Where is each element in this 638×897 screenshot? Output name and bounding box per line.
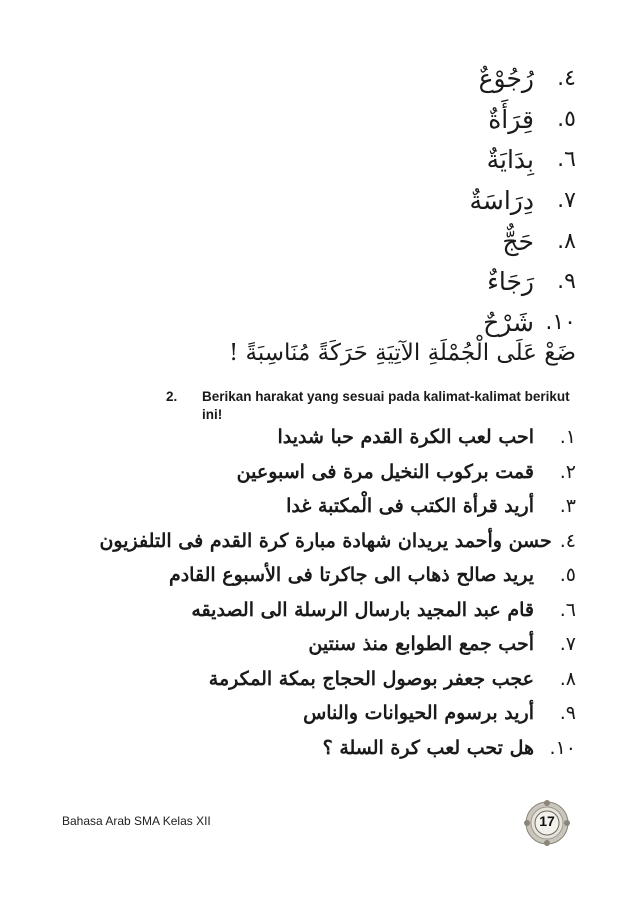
sentence-number: ١٠.: [549, 736, 576, 759]
sentence-number: ٩.: [559, 702, 576, 725]
item-number: ٧.: [557, 187, 576, 213]
arabic-word: قِرَأَةٌ: [488, 104, 534, 134]
sentence-item: [99, 524, 576, 559]
sentence-text: عجب جعفر بوصول الحجاج بمكة المكرمة: [208, 667, 534, 690]
sentence-text: أحب جمع الطوابع منذ سنتين: [308, 633, 534, 656]
sentence-number: ٤.: [559, 529, 576, 552]
arabic-word: حَجٌّ: [502, 226, 534, 256]
sentence-text: حسن وأحمد يريدان شهادة مبارة كرة القدم فى التلفزيون: [99, 529, 552, 552]
sentence-number: ١.: [559, 426, 576, 449]
sentence-text: هل تحب لعب كرة السلة ؟: [322, 736, 534, 759]
word-list: [376, 58, 576, 343]
list-item: [376, 58, 576, 99]
arabic-instruction: ضَعْ عَلَى الْجُمْلَةِ الآتِيَةِ حَرَكَةً مُنَاسِبَةً !: [228, 340, 576, 366]
list-item: [376, 221, 576, 262]
page-number: 17: [539, 813, 555, 829]
arabic-word: شَرْحٌ: [483, 307, 534, 337]
sentence-number: ٧.: [559, 633, 576, 656]
list-item: [376, 302, 576, 343]
sentence-item: [116, 662, 576, 697]
item-number: ٦.: [557, 147, 576, 173]
item-number: ١٠.: [545, 309, 576, 335]
arabic-word: رُجُوْعٌ: [478, 63, 534, 93]
instruction-text: Berikan harakat yang sesuai pada kalimat-kalimat berikut ini!: [202, 389, 570, 422]
sentence-item: [116, 696, 576, 731]
sentence-item: [116, 558, 576, 593]
sentence-text: يريد صالح ذهاب الى جاكرتا فى الأسبوع القادم: [168, 564, 534, 587]
list-item: [376, 180, 576, 221]
list-item: [376, 139, 576, 180]
sentence-item: [116, 489, 576, 524]
sentence-item: [116, 627, 576, 662]
item-number: ٥.: [557, 106, 576, 132]
sentence-text: أريد قرأة الكتب فى الْمكتبة غدا: [286, 495, 534, 518]
exercise-number: 2.: [166, 389, 178, 404]
sentence-text: أريد برسوم الحيوانات والناس: [303, 702, 534, 725]
sentence-item: [116, 731, 576, 766]
list-item: [376, 99, 576, 140]
sentence-item: [116, 593, 576, 628]
list-item: [376, 261, 576, 302]
item-number: ٩.: [557, 269, 576, 295]
sentence-text: احب لعب الكرة القدم حبا شديدا: [277, 426, 534, 449]
sentence-item: [116, 420, 576, 455]
item-number: ٨.: [557, 228, 576, 254]
sentence-text: قمت بركوب النخيل مرة فى اسبوعين: [236, 460, 534, 483]
sentence-number: ٣.: [559, 495, 576, 518]
sentence-list: [99, 420, 576, 765]
arabic-word: بِدَايَةٌ: [486, 145, 534, 175]
sentence-number: ٨.: [559, 667, 576, 690]
sentence-number: ٥.: [559, 564, 576, 587]
arabic-word: رَجَاءٌ: [487, 267, 534, 297]
item-number: ٤.: [557, 65, 576, 91]
sentence-text: قام عبد المجيد بارسال الرسلة الى الصديقه: [191, 598, 534, 621]
footer-book-title: Bahasa Arab SMA Kelas XII: [62, 814, 211, 828]
sentence-item: [116, 455, 576, 490]
arabic-word: دِرَاسَةٌ: [469, 185, 534, 215]
sentence-number: ٢.: [559, 460, 576, 483]
sentence-number: ٦.: [559, 598, 576, 621]
